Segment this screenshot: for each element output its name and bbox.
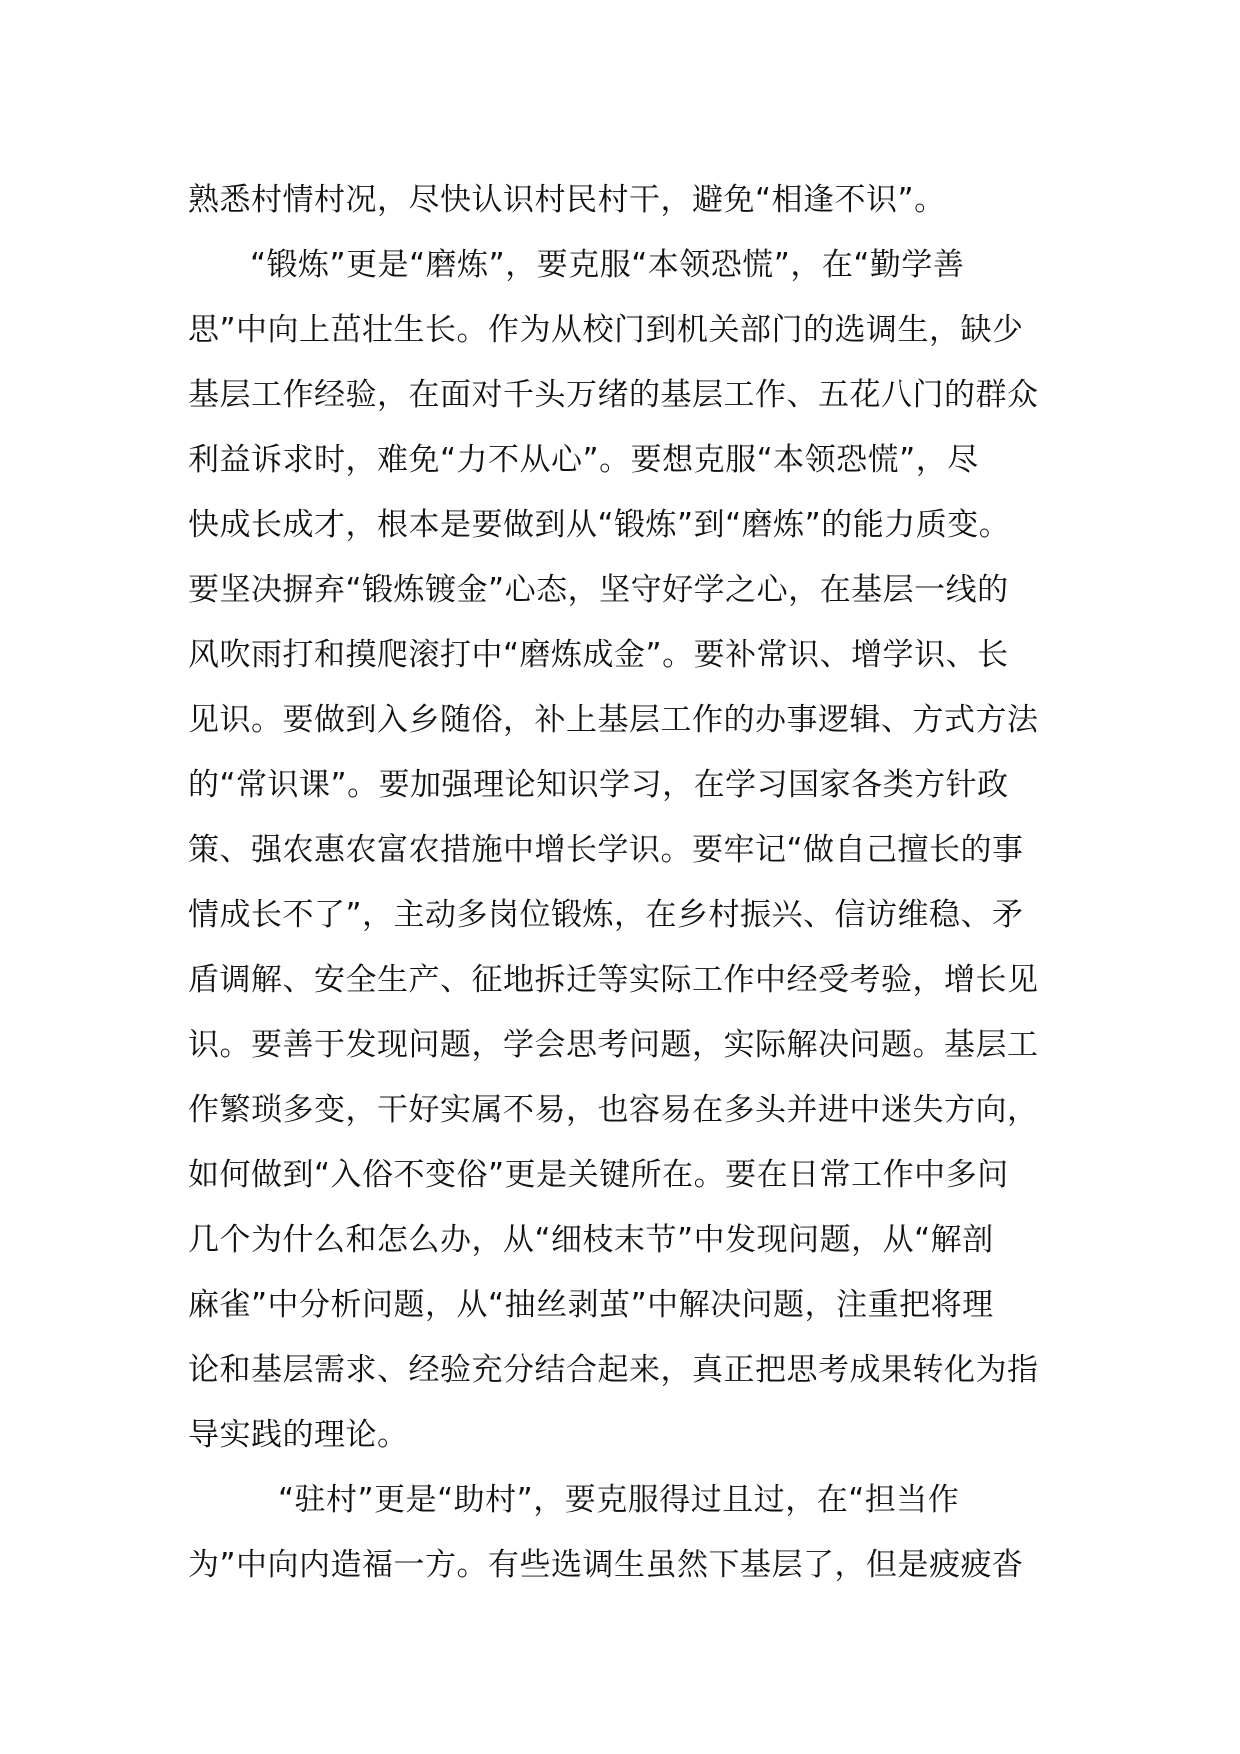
text-line: 情成长不了”，主动多岗位锻炼，在乡村振兴、信访维稳、矛 (188, 897, 1024, 933)
text-line: 快成长成才，根本是要做到从“锻炼”到“磨炼”的能力质变。 (188, 507, 1011, 543)
text-line: 导实践的理论。 (188, 1417, 409, 1453)
text-line: 要坚决摒弃“锻炼镀金”心态，坚守好学之心，在基层一线的 (188, 572, 1009, 608)
text-line: 见识。要做到入乡随俗，补上基层工作的办事逻辑、方式方法 (188, 702, 1039, 738)
text-line: 论和基层需求、经验充分结合起来，真正把思考成果转化为指 (188, 1352, 1039, 1388)
paragraph-start-line: “锻炼”更是“磨炼”，要克服“本领恐慌”，在“勤学善 (250, 247, 965, 283)
text-line: 熟悉村情村况，尽快认识村民村干，避免“相逢不识”。 (188, 182, 946, 218)
text-line: 识。要善于发现问题，学会思考问题，实际解决问题。基层工 (188, 1027, 1039, 1063)
text-line: 基层工作经验，在面对千头万绪的基层工作、五花八门的群众 (188, 377, 1039, 413)
text-line: 盾调解、安全生产、征地拆迁等实际工作中经受考验，增长见 (188, 962, 1039, 998)
text-line: 几个为什么和怎么办，从“细枝末节”中发现问题，从“解剖 (188, 1222, 994, 1258)
paragraph-start-line: “驻村”更是“助村”，要克服得过且过，在“担当作 (278, 1482, 960, 1518)
text-line: 麻雀”中分析问题，从“抽丝剥茧”中解决问题，注重把将理 (188, 1287, 994, 1323)
text-line: 如何做到“入俗不变俗”更是关键所在。要在日常工作中多问 (188, 1157, 1009, 1193)
text-line: 为”中向内造福一方。有些选调生虽然下基层了，但是疲疲沓 (188, 1547, 1024, 1583)
text-line: 利益诉求时，难免“力不从心”。要想克服“本领恐慌”，尽 (188, 442, 979, 478)
text-line: 策、强农惠农富农措施中增长学识。要牢记“做自己擅长的事 (188, 832, 1024, 868)
document-page (188, 168, 1058, 1598)
text-line: 的“常识课”。要加强理论知识学习，在学习国家各类方针政 (188, 767, 1009, 803)
text-line: 作繁琐多变，干好实属不易，也容易在多头并进中迷失方向， (188, 1092, 1039, 1128)
text-line: 风吹雨打和摸爬滚打中“磨炼成金”。要补常识、增学识、长 (188, 637, 1009, 673)
text-line: 思”中向上茁壮生长。作为从校门到机关部门的选调生，缺少 (188, 312, 1024, 348)
